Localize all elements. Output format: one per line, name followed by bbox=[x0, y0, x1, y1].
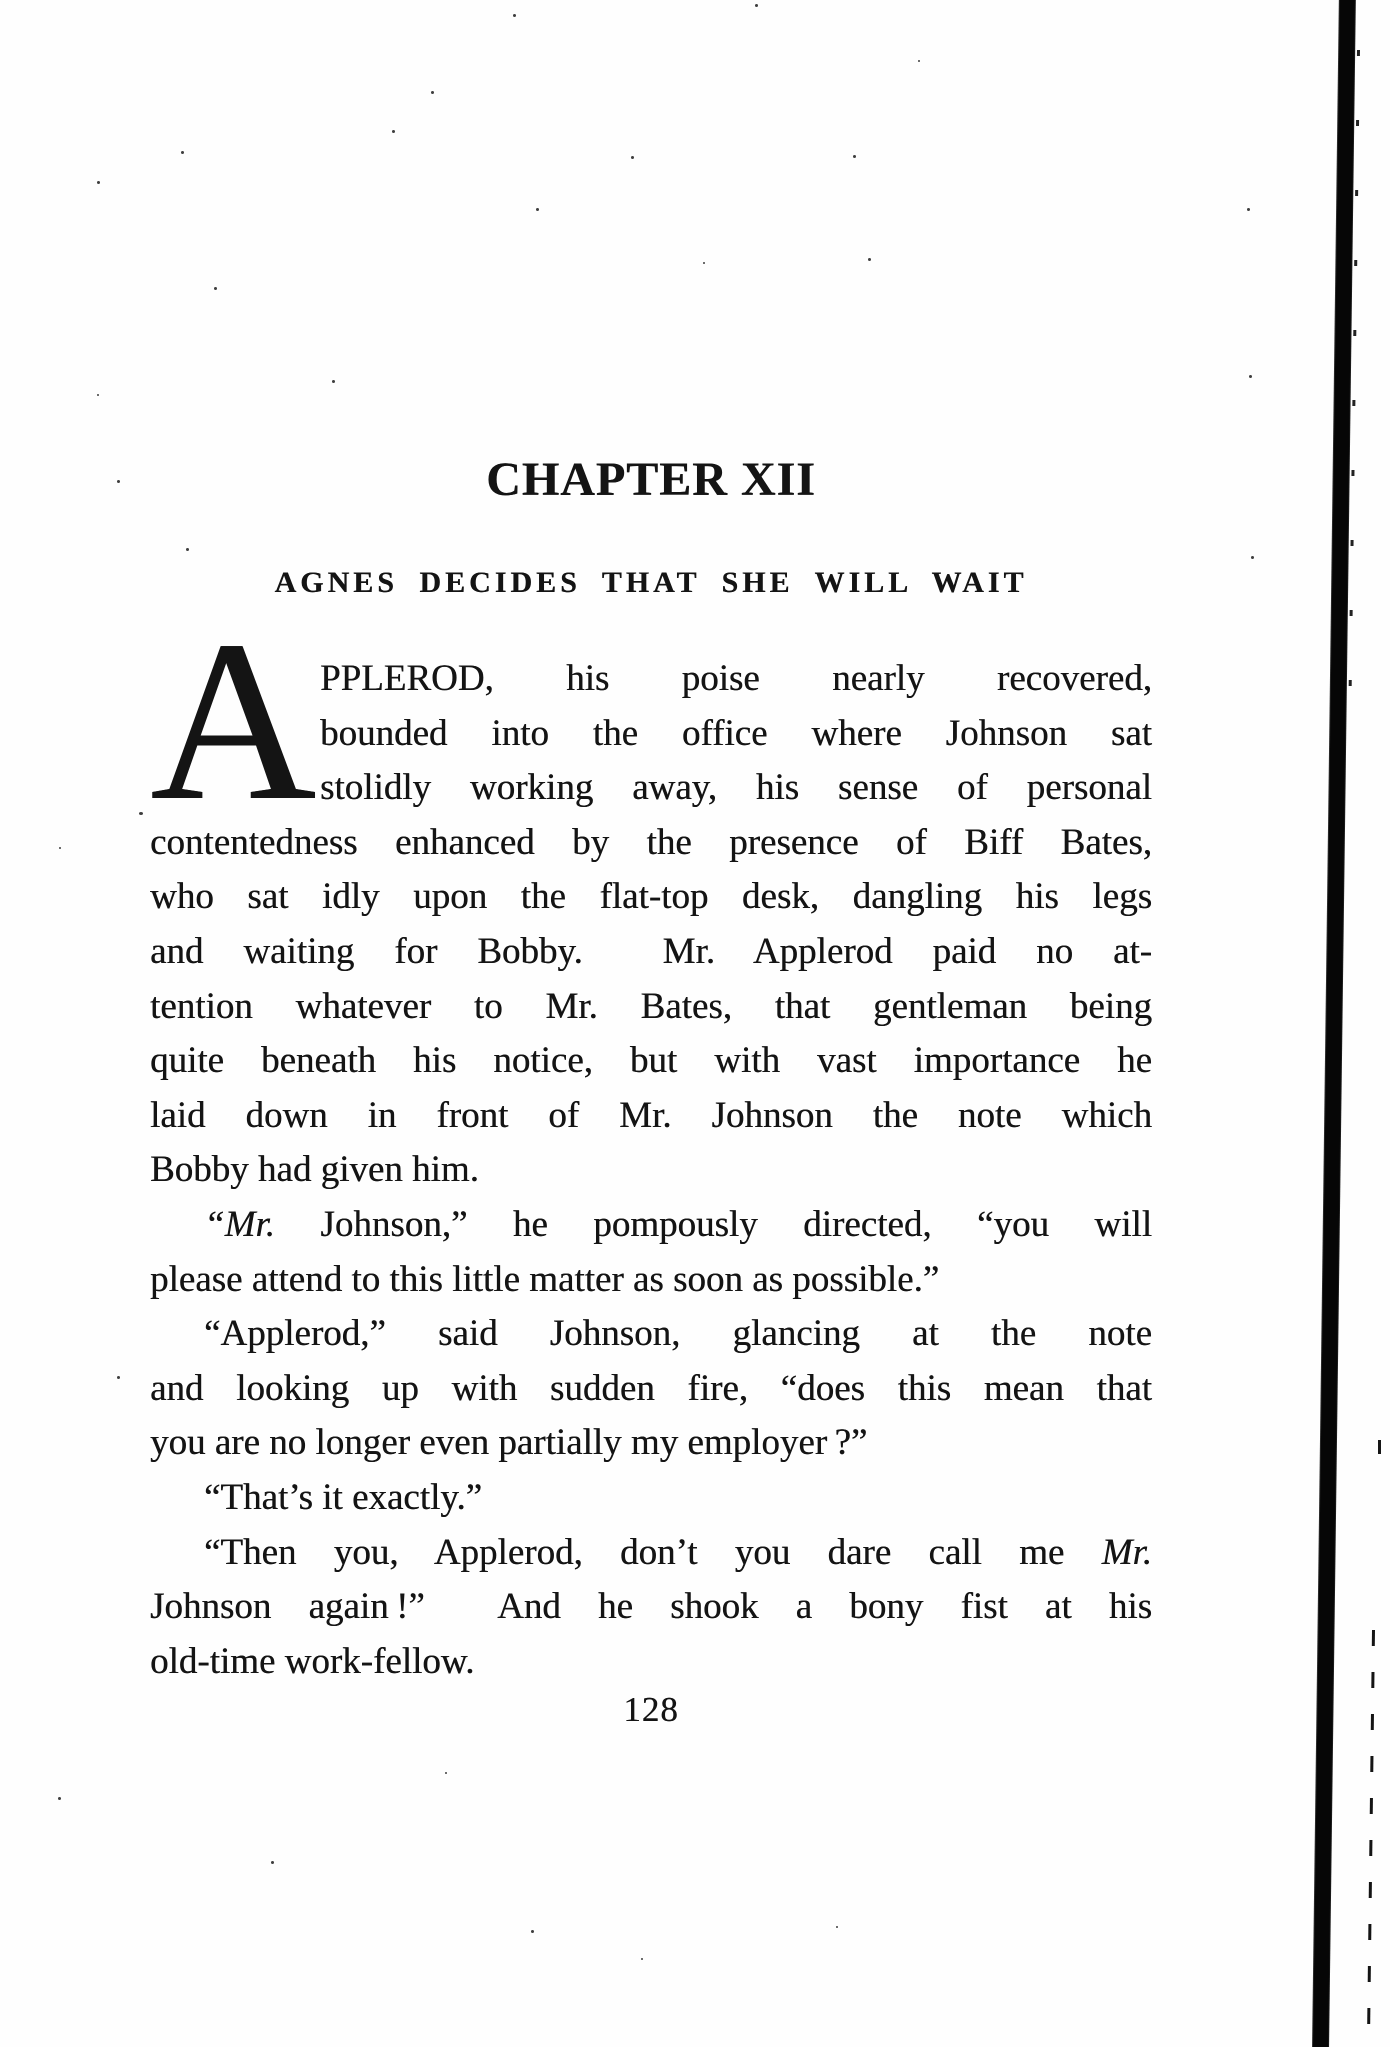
scan-speck bbox=[117, 480, 120, 483]
text-line: Bobby had given him. bbox=[150, 1149, 479, 1191]
scan-speck bbox=[853, 155, 856, 158]
scan-speck bbox=[58, 1797, 61, 1800]
scan-speck bbox=[836, 1926, 838, 1928]
text-line: you are no longer even partially my employer ?” bbox=[150, 1422, 868, 1464]
chapter-subtitle: AGNES DECIDES THAT SHE WILL WAIT bbox=[274, 566, 1028, 599]
scan-speck bbox=[59, 847, 61, 849]
text-line: Johnson again !” And he shook a bony fist at his bbox=[150, 1586, 1152, 1628]
text-line: “Then you, Applerod, don’t you dare call me Mr. bbox=[204, 1531, 1152, 1573]
text-line: PPLEROD, his poise nearly recovered, bbox=[320, 658, 1152, 699]
page-edge-band bbox=[1313, 0, 1355, 2047]
text-line: quite beneath his notice, but with vast importance he bbox=[150, 1040, 1152, 1082]
scan-speck bbox=[214, 287, 217, 290]
scan-speck bbox=[1249, 375, 1252, 378]
scan-speck bbox=[531, 1930, 534, 1933]
scan-speck bbox=[918, 60, 920, 62]
page-edge-mark bbox=[1378, 1440, 1381, 1454]
chapter-title: CHAPTER XII bbox=[486, 453, 816, 506]
text-line: tention whatever to Mr. Bates, that gentleman being bbox=[150, 985, 1152, 1027]
paragraph bbox=[150, 1198, 1152, 1307]
text-line: please attend to this little matter as soon as possible.” bbox=[150, 1258, 940, 1300]
scan-speck bbox=[181, 151, 184, 154]
scan-speck bbox=[97, 394, 99, 396]
scan-speck bbox=[332, 380, 335, 383]
text-line: “Mr. Johnson,” he pompously directed, “you will bbox=[204, 1203, 1152, 1245]
text-line: “Applerod,” said Johnson, glancing at the note bbox=[204, 1313, 1152, 1355]
scan-speck bbox=[513, 14, 516, 17]
text-line: “That’s it exactly.” bbox=[204, 1476, 483, 1518]
paragraph bbox=[150, 1526, 1152, 1690]
body-text bbox=[150, 593, 1152, 1689]
scan-speck bbox=[755, 4, 758, 7]
scan-speck bbox=[703, 262, 705, 264]
scan-speck bbox=[431, 91, 434, 94]
scan-speck bbox=[392, 130, 395, 133]
drop-cap: A bbox=[150, 593, 317, 848]
scan-speck bbox=[1251, 556, 1254, 559]
scan-speck bbox=[641, 1958, 643, 1960]
text-line: stolidly working away, his sense of personal bbox=[320, 767, 1152, 809]
text-line: who sat idly upon the flat-top desk, dangling his legs bbox=[150, 876, 1152, 918]
text-line: and waiting for Bobby. Mr. Applerod paid no at- bbox=[150, 930, 1152, 972]
text-line: and looking up with sudden fire, “does this mean that bbox=[150, 1367, 1152, 1409]
scan-speck bbox=[445, 1772, 447, 1774]
scan-speck bbox=[631, 156, 634, 159]
text-line: laid down in front of Mr. Johnson the note which bbox=[150, 1094, 1152, 1136]
page-edge-dashes bbox=[1367, 1630, 1375, 2047]
scan-speck bbox=[536, 208, 539, 211]
text-line: old-time work-fellow. bbox=[150, 1640, 475, 1682]
paragraph bbox=[150, 593, 1152, 1198]
text-line: contentedness enhanced by the presence of Biff Bates, bbox=[150, 821, 1152, 863]
scan-speck bbox=[139, 812, 143, 815]
scan-speck bbox=[868, 258, 871, 261]
paragraph bbox=[150, 1307, 1152, 1471]
text-line: bounded into the office where Johnson sat bbox=[320, 712, 1152, 754]
page-number: 128 bbox=[623, 1690, 679, 1729]
scan-speck bbox=[117, 1376, 120, 1379]
scan-speck bbox=[97, 181, 100, 184]
scan-speck bbox=[271, 1861, 274, 1864]
paragraph bbox=[150, 1471, 1152, 1526]
scan-speck bbox=[1247, 208, 1250, 211]
scan-speck bbox=[186, 548, 189, 551]
